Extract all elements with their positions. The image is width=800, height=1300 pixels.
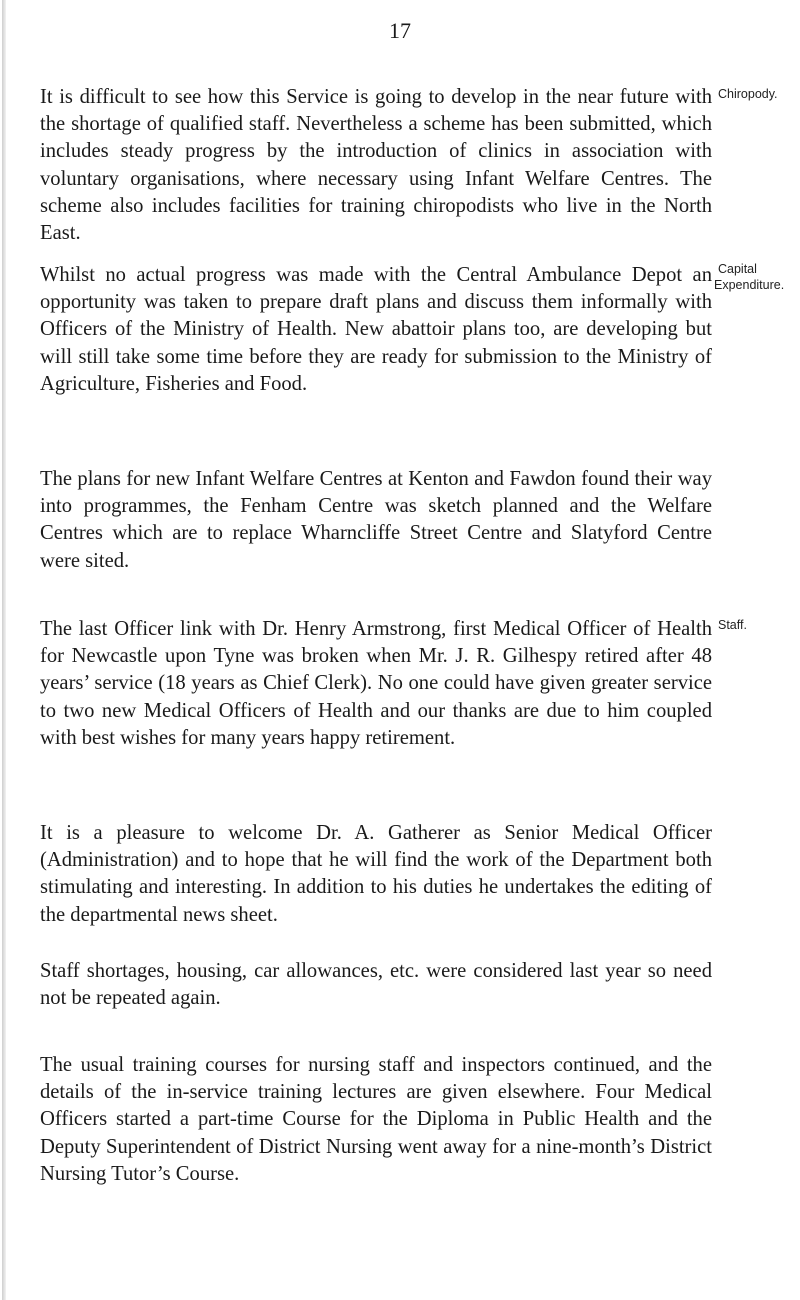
paragraph-chiropody: It is difficult to see how this Service is going to develop in the near future with the shortage of qualified staff. Nevertheless a scheme has been submitted, which includes steady progress by the introduction of clinics in association with voluntary organisations, where necessary using Infant Welfare Centres. The scheme also includes facilities for training chiropodists who live in the North East.: [40, 86, 712, 245]
paragraph-capital-expenditure: Whilst no actual progress was made with the Central Ambulance Depot an opportunity was taken to prepare draft plans and discuss them informally with Officers of the Ministry of Health. New abattoir plans too, are developing but will still take some time before they are ready for submission to the Ministry of Agriculture, Fisheries and Food.: [40, 264, 712, 395]
margin-note-expenditure: Expenditure.: [714, 278, 785, 292]
paragraph-staff-retirement: The last Officer link with Dr. Henry Armstrong, first Medical Officer of Health for Newcastle upon Tyne was broken when Mr. J. R. Gilhespy retired after 48 years’ service (18 years as Chief Clerk). No one could have given greater service to two new Medical Officers of Health and our thanks are due to him coupled with best wishes for many years happy retirement.: [40, 618, 712, 749]
paragraph-staff-shortages: Staff shortages, housing, car allowances, etc. were considered last year so need not be repeated again.: [40, 960, 712, 1010]
page-gutter-edge: [2, 0, 6, 1300]
paragraph-training-courses: The usual training courses for nursing staff and inspectors continued, and the details of the in-service training lectures are given elsewhere. Four Medical Officers started a part-time Course for the Diploma in Public Health and the Deputy Superintendent of District Nursing went away for a nine-month’s District Nursing Tutor’s Course.: [40, 1054, 712, 1185]
margin-note-capital: Capital: [718, 262, 757, 276]
margin-note-chiropody: Chiropody.: [718, 87, 778, 101]
paragraph-senior-medical-officer: It is a pleasure to welcome Dr. A. Gatherer as Senior Medical Officer (Administration) and to hope that he will find the work of the Department both stimulating and interesting. In addition to his duties he undertakes the editing of the departmental news sheet.: [40, 822, 712, 926]
margin-note-staff: Staff.: [718, 618, 747, 632]
paragraph-welfare-centres: The plans for new Infant Welfare Centres at Kenton and Fawdon found their way into programmes, the Fenham Centre was sketch planned and the Welfare Centres which are to replace Wharncliffe Street Centre and Slatyford Centre were sited.: [40, 468, 712, 572]
page-number: 17: [389, 18, 411, 43]
